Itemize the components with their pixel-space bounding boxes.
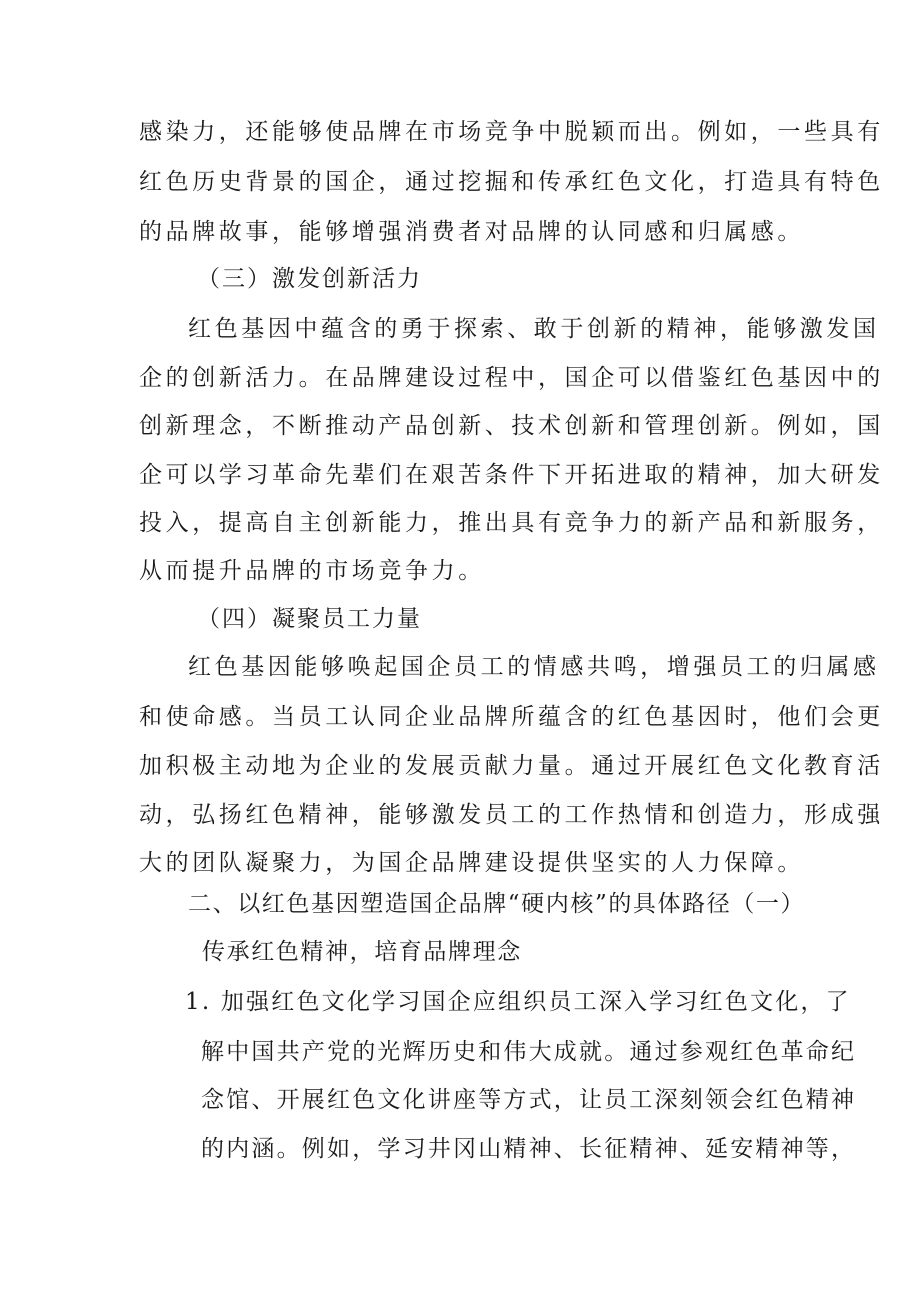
body-text-line: 企可以学习革命先辈们在艰苦条件下开拓进取的精神，加大研发 [139, 462, 884, 488]
body-text-line: 红色基因能够唤起国企员工的情感共鸣，增强员工的归属感 [188, 654, 880, 680]
body-text-line: 的品牌故事，能够增强消费者对品牌的认同感和归属感。 [139, 219, 804, 245]
list-item-line: 1. 加强红色文化学习国企应组织员工深入学习红色文化，了 [185, 989, 851, 1015]
section-heading: （四）凝聚员工力量 [197, 606, 422, 632]
body-text-line: 从而提升品牌的市场竞争力。 [139, 558, 485, 584]
body-text-line: 红色基因中蕴含的勇于探索、敢于创新的精神，能够激发国 [188, 316, 880, 342]
body-text-line: 创新理念，不断推动产品创新、技术创新和管理创新。例如，国 [139, 413, 884, 439]
body-text-line: 红色历史背景的国企，通过挖掘和传承红色文化，打造具有特色 [139, 169, 884, 195]
body-text-line: 加积极主动地为企业的发展贡献力量。通过开展红色文化教育活 [139, 753, 884, 779]
list-item-line: 念馆、开展红色文化讲座等方式，让员工深刻领会红色精神 [201, 1087, 857, 1113]
body-text-line: 和使命感。当员工认同企业品牌所蕴含的红色基因时，他们会更 [139, 704, 884, 730]
body-text-line: 感染力，还能够使品牌在市场竞争中脱颖而出。例如，一些具有 [139, 119, 884, 145]
list-item-line: 解中国共产党的光辉历史和伟大成就。通过参观红色革命纪 [201, 1039, 857, 1065]
chapter-title-line: 二、以红色基因塑造国企品牌“硬内核”的具体路径（一） [188, 891, 806, 917]
body-text-line: 投入，提高自主创新能力，推出具有竞争力的新产品和新服务， [139, 510, 884, 536]
list-item-line: 的内涵。例如，学习井冈山精神、长征精神、延安精神等， [201, 1136, 857, 1162]
chapter-title-line: 传承红色精神，培育品牌理念 [202, 939, 522, 965]
body-text-line: 动，弘扬红色精神，能够激发员工的工作热情和创造力，形成强 [139, 802, 884, 828]
body-text-line: 大的团队凝聚力，为国企品牌建设提供坚实的人力保障。 [139, 850, 804, 876]
section-heading: （三）激发创新活力 [197, 266, 422, 292]
body-text-line: 企的创新活力。在品牌建设过程中，国企可以借鉴红色基因中的 [139, 365, 884, 391]
